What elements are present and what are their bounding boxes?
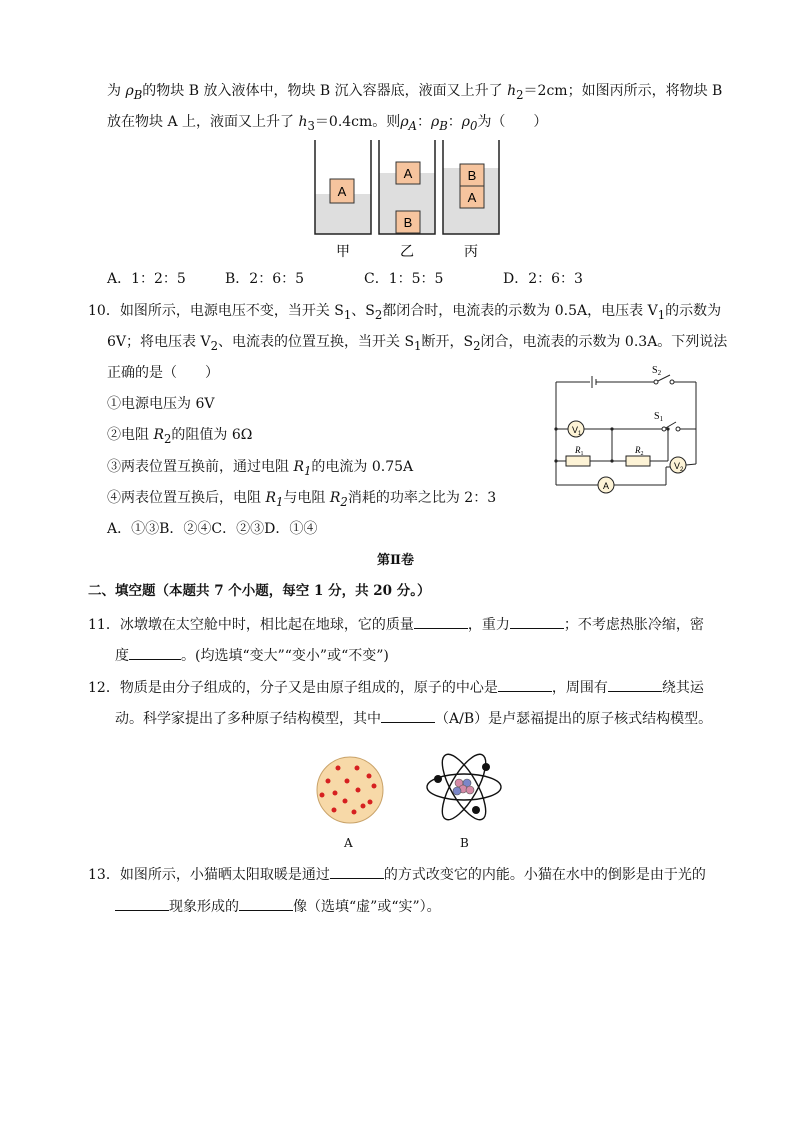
s1-contact xyxy=(662,427,666,431)
label-bing: 丙 xyxy=(464,244,478,260)
q11-line2: 度 。(均选填“变大”“变小”或“不变”) xyxy=(115,645,389,665)
model-b-label: B xyxy=(460,836,469,850)
q9-option-c: C．1：5：5 xyxy=(364,271,444,287)
q13-line2: 现象形成的 像（选填“虚”或“实”）。 xyxy=(115,896,441,916)
section-heading: 二、填空题（本题共 7 个小题，每空 1 分，共 20 分。） xyxy=(88,583,431,599)
q10-item3: ③两表位置互换前，通过电阻 $R_1$的电流为 0.75A xyxy=(107,459,414,478)
r1-label: $R_1$ xyxy=(575,445,584,457)
block-a-label: A xyxy=(337,184,347,199)
block-a-label: A xyxy=(467,190,477,205)
v2-label: $V_2$ xyxy=(674,461,684,473)
q9-option-d: D．2：6：3 xyxy=(503,271,583,287)
q10-item2: ②电阻 $R_2$的阻值为 6Ω xyxy=(107,427,253,446)
q9-option-b: B．2：6：5 xyxy=(225,271,305,287)
beaker-yi xyxy=(379,140,435,234)
answer-blank[interactable] xyxy=(608,677,662,692)
answer-blank[interactable] xyxy=(115,896,169,911)
q10-line2: 6V；将电压表 $V_2$、电流表的位置互换，当开关 $S_1$断开，$S_2$闭合，电流表的示数为 0.3A。下列说法 xyxy=(107,334,728,353)
atom-model-b xyxy=(424,744,504,830)
q12-line2: 动。科学家提出了多种原子结构模型，其中 （A/B）是卢瑟福提出的原子核式结构模型。 xyxy=(115,708,712,728)
beaker-bing xyxy=(443,140,499,234)
beaker-jia xyxy=(315,140,371,234)
q13-line1: 13．如图所示，小猫晒太阳取暖是通过 的方式改变它的内能。小猫在水中的倒影是由于光的 xyxy=(88,864,706,884)
s1-contact xyxy=(676,427,680,431)
answer-blank[interactable] xyxy=(381,708,435,723)
q9-line2: 放在物块 A 上，液面又上升了 $h_3=0.4cm$。则$\rho_A$：$\rho_B$：$\rho_0$为（ ） xyxy=(107,114,548,133)
q10-line3: 正确的是（ ） xyxy=(107,365,219,381)
nucleus xyxy=(453,779,474,795)
r2-label: $R_2$ xyxy=(635,445,644,457)
block-a-label: A xyxy=(403,166,413,181)
answer-blank[interactable] xyxy=(129,645,181,660)
q11-line1: 11．冰墩墩在太空舱中时，相比起在地球，它的质量 ，重力 ；不考虑热胀冷缩，密 xyxy=(88,614,704,634)
q12-line1: 12．物质是由分子组成的，分子又是由原子组成的，原子的中心是 ，周围有 绕其运 xyxy=(88,677,704,697)
answer-blank[interactable] xyxy=(239,896,293,911)
answer-blank[interactable] xyxy=(498,677,552,692)
answer-blank[interactable] xyxy=(414,614,468,629)
q10-item4: ④两表位置互换后，电阻 $R_1$与电阻 $R_2$消耗的功率之比为 2：3 xyxy=(107,490,497,509)
q10-options: A．①③B．②④C．②③D．①④ xyxy=(107,521,318,537)
label-jia: 甲 xyxy=(336,244,350,260)
v1-label: $V_1$ xyxy=(572,425,582,437)
q9-option-a: A．1：2：5 xyxy=(107,271,186,287)
model-a-label: A xyxy=(344,836,353,850)
answer-blank[interactable] xyxy=(510,614,564,629)
q10-item1: ①电源电压为 6V xyxy=(107,396,215,412)
volume-title: 第Ⅱ卷 xyxy=(377,553,414,568)
atom-model-a xyxy=(314,754,386,826)
s2-label: $S_2$ xyxy=(652,365,662,377)
s1-label: $S_1$ xyxy=(654,411,664,423)
s2-contact xyxy=(670,380,674,384)
label-yi: 乙 xyxy=(400,244,414,260)
ammeter-label: A xyxy=(602,481,610,491)
answer-blank[interactable] xyxy=(330,864,384,879)
beakers-figure xyxy=(310,138,506,262)
block-b-label: B xyxy=(467,168,477,183)
q9-line1: 为 $\rho_B$的物块 B 放入液体中，物块 B 沉入容器底，液面又上升了 $h_2=2cm$；如图丙所示，将物块 B xyxy=(107,83,723,102)
resistor-r1 xyxy=(566,456,590,466)
block-b-label: B xyxy=(403,215,413,230)
s2-contact xyxy=(654,380,658,384)
q10-line1: 10．如图所示，电源电压不变，当开关 $S_1$、$S_2$都闭合时，电流表的示数为 0.5A，电压表 $V_1$的示数为 xyxy=(88,303,722,322)
circuit-figure xyxy=(548,362,704,500)
resistor-r2 xyxy=(626,456,650,466)
